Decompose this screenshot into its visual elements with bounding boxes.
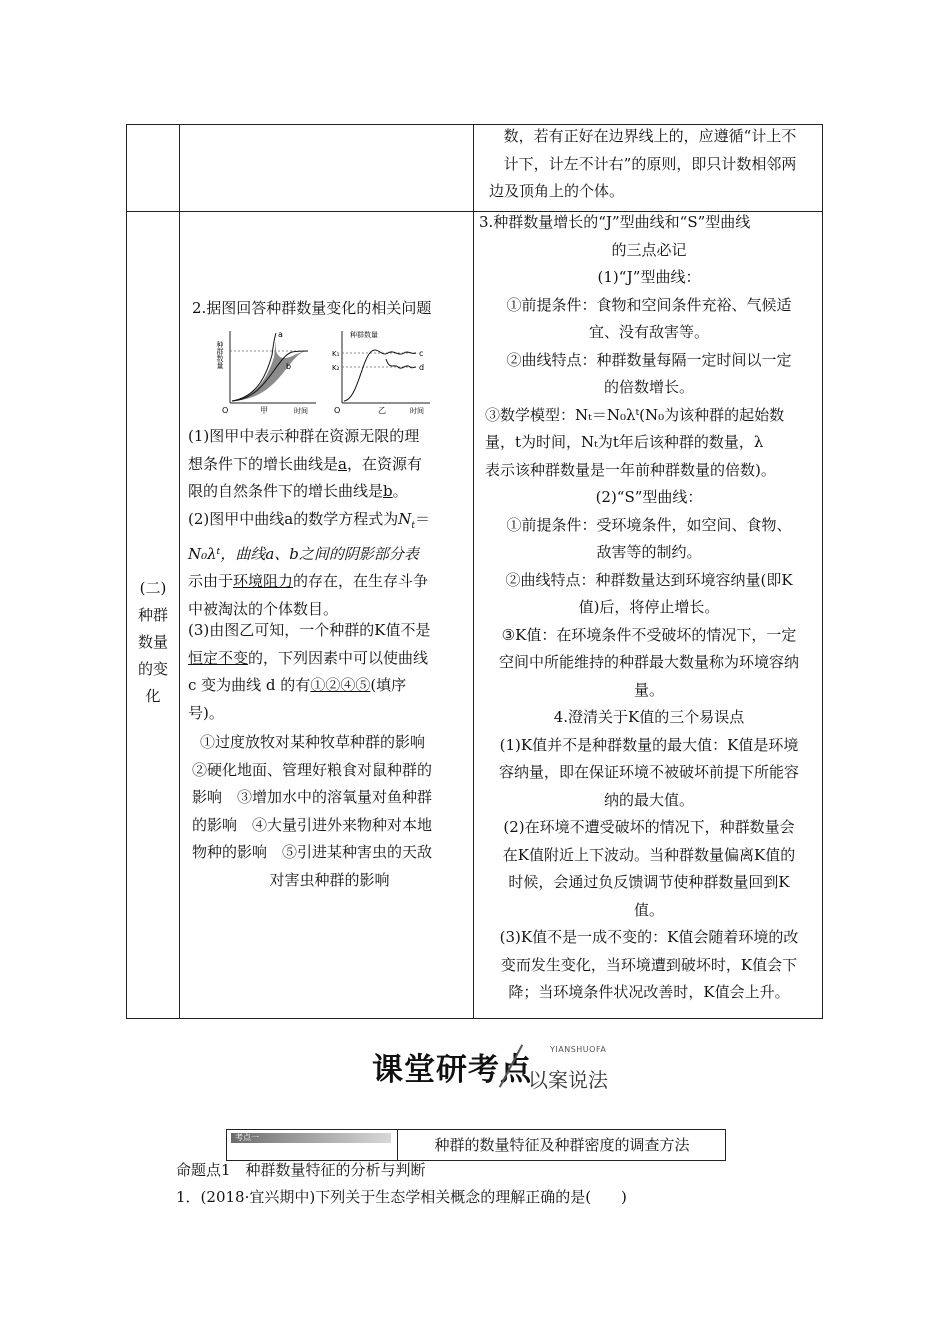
text-line: (2)图甲中曲线a的数学方程式为$N_t=$	[188, 510, 430, 531]
banner-subtitle: 以案说法	[528, 1068, 608, 1092]
answer-blank: a	[338, 454, 347, 473]
banner-title: 课堂研考点	[372, 1052, 532, 1088]
text-line: 示由于环境阻力的存在，在生存斗争	[188, 572, 429, 590]
text-line: 表示该种群数量是一年前种群数量的倍数)。	[485, 460, 776, 479]
text-line: (2)在环境不遭受破坏的情况下，种群数量会	[503, 818, 795, 836]
yi-xlabel: 时间	[410, 407, 424, 415]
text-line: 的三点必记	[611, 240, 687, 259]
text-line: 恒定不变的，下列因素中可以使曲线	[188, 648, 429, 667]
answer-blank: 恒定不变	[188, 648, 249, 667]
subheading: (2)“S”型曲线：	[595, 488, 703, 506]
text-line: (1)K值并不是种群数量的最大值：K值是环境	[499, 735, 799, 754]
text-line: ③数学模型：Nₜ＝N₀λᵗ(N₀为该种群的起始数	[485, 405, 785, 424]
yi-label-c: c	[419, 349, 424, 358]
text-line: 时候，会通过负反馈调节使种群数量回到K	[508, 873, 790, 891]
option-line: 物种的影响 ⑤引进某种害虫的天敌	[192, 843, 433, 861]
yi-k2: K₂	[332, 364, 340, 372]
yi-caption: 乙	[378, 406, 386, 415]
text-line: ②曲线特点：种群数量达到环境容纳量(即K	[505, 570, 793, 589]
option-line: ①过度放牧对某种牧草种群的影响	[200, 733, 426, 751]
mingtidian-heading: 命题点1 种群数量特征的分析与判断	[176, 1161, 426, 1179]
option-line: 的影响 ④大量引进外来物种对本地	[192, 815, 433, 834]
text-line: ①前提条件：受环境条件，如空间、食物、	[506, 515, 792, 534]
text-line: 空间中所能维持的种群最大数量称为环境容纳	[498, 653, 799, 671]
section-label-line: 数量	[137, 633, 168, 651]
text-line: 敌害等的制约。	[596, 543, 702, 561]
notes-cell	[477, 209, 821, 1007]
kaodian-divider	[397, 1130, 398, 1160]
row1-right-cell	[479, 123, 821, 206]
text-line: N₀λᵗ，曲线a、b之间的阴影部分表	[188, 544, 419, 563]
text-line: 限的自然条件下的增长曲线是b。	[188, 482, 408, 500]
subheading: (1)“J”型曲线：	[597, 268, 701, 286]
jia-label-a: a	[278, 330, 283, 339]
text-line: 3.种群数量增长的“J”型曲线和“S”型曲线	[479, 213, 751, 231]
section-label-line: (二)	[139, 579, 167, 597]
question-cell	[180, 211, 473, 1019]
text-line: 量。	[633, 680, 664, 699]
text-line: ③K值：在环境条件不受破坏的情况下，一定	[501, 625, 797, 644]
text-line: 纳的最大值。	[603, 790, 694, 809]
kaodian-box	[226, 1129, 726, 1161]
jia-label-b: b	[286, 362, 292, 371]
answer-blank: b	[383, 482, 393, 500]
text-line: 降；当环境条件状况改善时，K值会上升。	[508, 983, 790, 1001]
jia-caption: 甲	[260, 406, 268, 415]
text-line: (1)图甲中表示种群在资源无限的理	[188, 427, 420, 445]
banner-en: YIANSHUOFA	[550, 1045, 607, 1054]
section-label-line: 的变	[137, 660, 168, 678]
option-line: 影响 ③增加水中的溶氧量对鱼种群	[192, 788, 433, 806]
col-divider-2	[473, 125, 474, 1018]
question-title: 2.据图回答种群数量变化的相关问题	[192, 299, 432, 317]
text-line: 的倍数增长。	[603, 378, 694, 396]
text-line: 容纳量，即在保证环境不被破坏前提下所能容	[498, 763, 799, 781]
section-label-line: 化	[145, 687, 161, 705]
text-line: 数，若有正好在边界线上的，应遵循“计上不	[503, 127, 797, 145]
options-block	[192, 729, 467, 894]
subheading: 4.澄清关于K值的三个易误点	[553, 708, 745, 726]
answer-blank: 环境阻力	[233, 572, 294, 590]
jia-xlabel: 时间	[294, 407, 308, 415]
answer-blank: ①②④⑤	[310, 676, 371, 694]
option-line: 对害虫种群的影响	[269, 870, 390, 889]
section-label	[127, 575, 179, 710]
text-line: 边及顶角上的个体。	[489, 182, 625, 200]
yi-origin: O	[334, 406, 341, 415]
population-figure	[216, 327, 446, 415]
text-line: c 变为曲线 d 的有①②④⑤(填序	[188, 676, 407, 694]
text-line: ①前提条件：食物和空间条件充裕、气候适	[506, 295, 792, 314]
jia-ylabel: 种群数量	[216, 341, 224, 369]
chart-jia	[216, 330, 316, 415]
kaodian-title: 种群的数量特征及种群密度的调查方法	[434, 1136, 690, 1154]
text-line: 号)。	[188, 703, 224, 722]
text-line: 中被淘汰的个体数目。	[188, 599, 339, 618]
q1-block	[188, 423, 467, 506]
option-line: ②硬化地面、管理好粮食对鼠种群的	[192, 760, 433, 779]
chart-yi	[332, 330, 430, 415]
jia-origin: O	[222, 406, 229, 415]
knowledge-table	[126, 124, 823, 1019]
yi-label-d: d	[419, 363, 425, 372]
kaodian-tag: 考点一	[231, 1133, 391, 1143]
text-line: 值。	[633, 900, 664, 919]
yi-k1: K₁	[332, 350, 340, 358]
section-label-line: 种群	[137, 606, 168, 624]
text-line: 宜、没有敌害等。	[588, 323, 709, 341]
text-line: ②曲线特点：种群数量每隔一定时间以一定	[506, 350, 792, 369]
text-line: (3)K值不是一成不变的：K值会随着环境的改	[499, 928, 799, 946]
text-line: 变而发生变化，当环境遭到破坏时，K值会下	[500, 955, 798, 974]
text-line: (3)由图乙可知，一个种群的K值不是	[188, 621, 431, 639]
question-1: 1．(2018·宜兴期中)下列关于生态学相关概念的理解正确的是( )	[176, 1188, 627, 1206]
text-line: 计下，计左不计右”的原则，即只计数相邻两	[503, 154, 797, 173]
text-line: 值)后，将停止增长。	[578, 598, 720, 616]
q3-block	[188, 617, 467, 727]
text-line: 在K值附近上下波动。当种群数量偏离K值的	[502, 845, 796, 864]
text-line: 想条件下的增长曲线是a，在资源有	[188, 454, 422, 473]
section-banner	[340, 1040, 630, 1092]
text-line: 量，t为时间，Nₜ为t年后该种群的数量，λ	[485, 433, 764, 451]
q2-block	[188, 506, 467, 623]
yi-ylabel: 种群数量	[350, 331, 378, 339]
